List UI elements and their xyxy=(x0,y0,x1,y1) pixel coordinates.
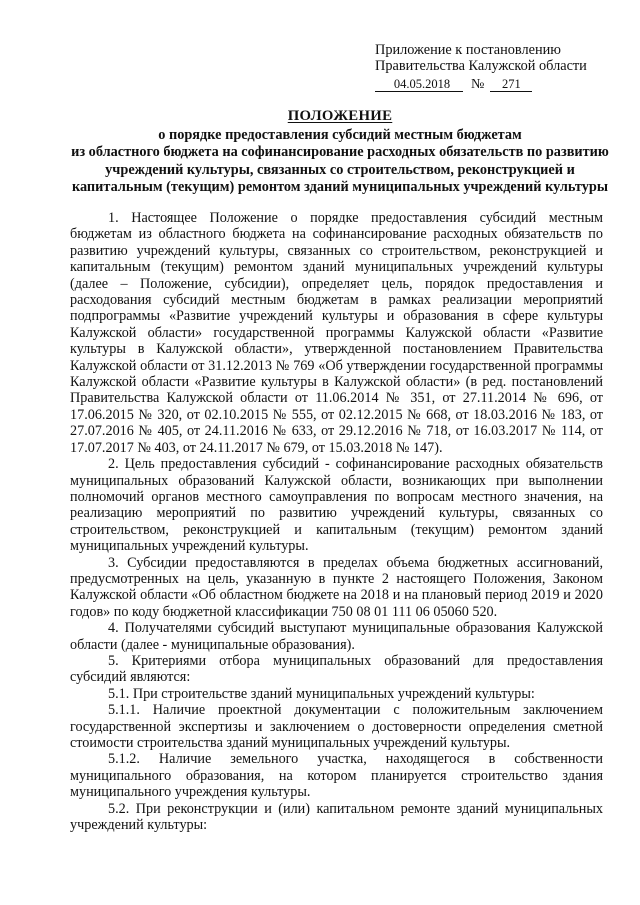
approval-line-2: Правительства Калужской области xyxy=(375,58,587,74)
approval-number: 271 xyxy=(490,77,532,92)
document-body xyxy=(70,210,603,833)
paragraph-5-1-1: 5.1.1. Наличие проектной документации с положительным заключением государственной экспертизы и заключением о достоверности определения сметной стоимости строительства зданий муниципальных учреждений культуры. xyxy=(70,702,603,751)
approval-number-label: № xyxy=(471,77,485,92)
document-title xyxy=(60,108,620,197)
paragraph-5-2: 5.2. При реконструкции и (или) капитальном ремонте зданий муниципальных учреждений культуры: xyxy=(70,800,603,834)
paragraph-4: 4. Получателями субсидий выступают муниципальные образования Калужской области (далее - муниципальные образования). xyxy=(70,620,603,653)
title-line-2: из областного бюджета на софинансирование расходных обязательств по развитию xyxy=(71,144,609,160)
approval-line-1: Приложение к постановлению xyxy=(375,42,561,58)
paragraph-2: 2. Цель предоставления субсидий - софинансирование расходных обязательств муниципальных образований Калужской области, возникающих при выполнении полномочий органов местного самоуправления по вопросам местного значения, на реализацию мероприятий по развитию учреждений культуры, связанных со строительством, реконструкцией и капитальным (текущим) ремонтом зданий муниципальных учреждений культуры. xyxy=(70,456,603,555)
title-main: ПОЛОЖЕНИЕ xyxy=(287,108,393,124)
paragraph-5-1: 5.1. При строительстве зданий муниципальных учреждений культуры: xyxy=(108,685,535,702)
title-line-3: учреждений культуры, связанных со строительством, реконструкцией и xyxy=(105,161,575,178)
paragraph-5-1-2: 5.1.2. Наличие земельного участка, находящегося в собственности муниципального образования, на котором планируется строительство здания муниципального учреждения культуры. xyxy=(70,751,603,801)
paragraph-3: 3. Субсидии предоставляются в пределах объема бюджетных ассигнований, предусмотренных на цель, указанную в пункте 2 настоящего Положения, Законом Калужской области «Об областном бюджете на 2018 и на плановый период 2019 и 2020 годов» по коду бюджетной классификации 750 08 01 111 06 05060 520. xyxy=(70,554,603,620)
approval-stamp xyxy=(375,42,625,93)
paragraph-1: 1. Настоящее Положение о порядке предоставления субсидий местным бюджетам из областного бюджета на софинансирование расходных обязательств по развитию учреждений культуры, связанных со строительством, реконструкцией и капитальным (текущим) ремонтом зданий муниципальных учреждений культуры (далее – Положение, субсидии), определяет цель, порядок предоставления и расходования субсидий местным бюджетам в рамках реализации мероприятий подпрограммы «Развитие учреждений культуры и образования в сфере культуры Калужской области» государственной программы Калужской области «Развитие культуры в Калужской области», утвержденной постановлением Правительства Калужской области от 31.12.2013 № 769 «Об утверждении государственной программы Калужской области «Развитие культуры в Калужской области» (в ред. постановлений Правительства Калужской области от 11.06.2014 № 351, от 27.11.2014 № 696, от 17.06.2015 № 320, от 02.10.2015 № 555, от 02.12.2015 № 668, от 18.03.2016 № 183, от 27.07.2016 № 405, от 24.11.2016 № 633, от 29.12.2016 № 718, от 16.03.2017 № 114, от 17.07.2017 № 403, от 24.11.2017 № 679, от 15.03.2018 № 147). xyxy=(70,210,603,456)
title-line-4: капитальным (текущим) ремонтом зданий муниципальных учреждений культуры xyxy=(71,179,609,195)
title-line-1: о порядке предоставления субсидий местным бюджетам xyxy=(158,126,522,143)
paragraph-5: 5. Критериями отбора муниципальных образований для предоставления субсидий являются: xyxy=(70,652,603,686)
approval-date-row xyxy=(375,76,625,93)
approval-date: 04.05.2018 xyxy=(375,77,463,92)
